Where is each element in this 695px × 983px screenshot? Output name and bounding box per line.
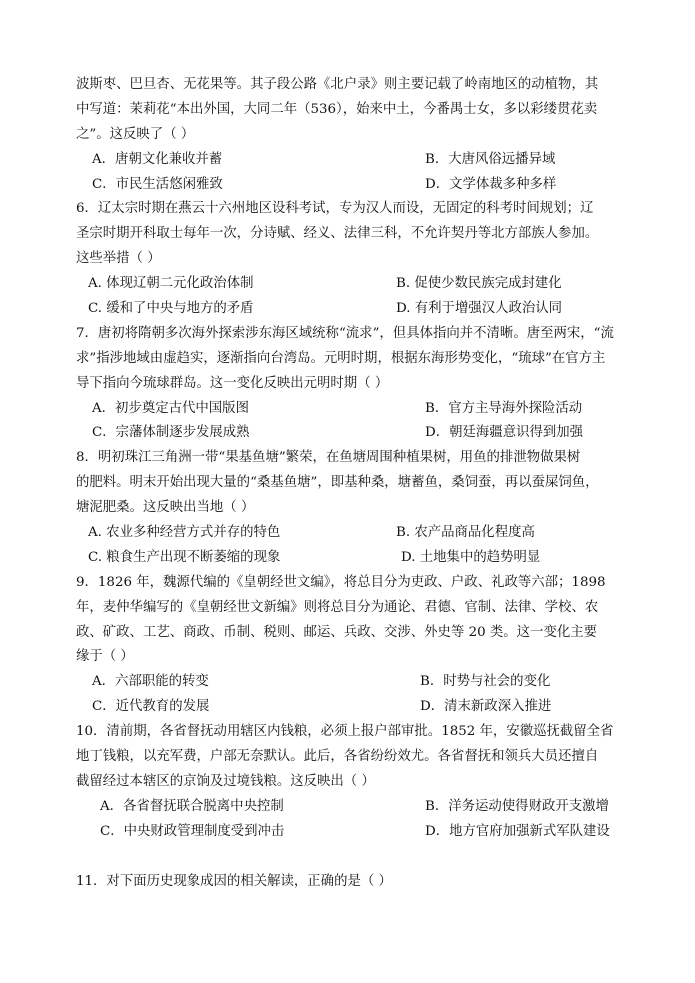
option-c: C．市民生活悠闲雅致 [92,176,223,192]
option-row [76,820,636,845]
option-c: C．中央财政管理制度受到冲击 [100,823,285,839]
question-text-line: 求”指涉地域由虚趋实，逐渐指向台湾岛。元明时期，根据东海形势变化，“琉球”在官方主 [76,350,606,366]
option-c: C. 粮食生产出现不断萎缩的现象 [88,549,281,565]
option-d: D．文学体裁多种多样 [425,176,557,192]
option-row [76,670,636,695]
option-a: A. 农业多种经营方式并存的特色 [88,525,281,541]
option-row [76,272,636,297]
option-b: B．官方主导海外探险活动 [425,400,583,416]
option-a: A．六部职能的转变 [92,674,209,690]
option-a: A. 体现辽朝二元化政治体制 [88,276,254,292]
option-d: D. 土地集中的趋势明显 [401,549,541,565]
option-row [76,421,636,446]
question-9 [76,571,636,720]
option-b: B．大唐风俗远播异域 [425,151,556,167]
question-text-line: 缘于（ ） [76,649,134,665]
question-6 [76,197,636,321]
option-a: A．各省督抚联合脱离中央控制 [100,798,284,814]
option-d: D．清末新政深入推进 [420,699,552,715]
option-b: B. 农产品商品化程度高 [396,525,535,541]
question-text-line: 波斯枣、巴旦杏、无花果等。其子段公路《北户录》则主要记载了岭南地区的动植物，其 [76,77,599,92]
option-row [76,546,636,571]
option-d: D．朝廷海疆意识得到加强 [425,425,584,441]
option-d: D．地方官府加强新式军队建设 [425,823,610,839]
question-text-line: 政、矿政、工艺、商政、币制、税则、邮运、兵政、交涉、外史等 20 类。这一变化主要 [76,624,598,640]
option-a: A．初步奠定古代中国版图 [92,400,249,416]
question-text-line: 10．清前期，各省督抚动用辖区内钱粮，必须上报户部审批。1852 年，安徽巡抚截留全省 [76,724,614,740]
option-row [76,397,636,422]
option-c: C. 缓和了中央与地方的矛盾 [88,301,254,317]
option-c: C．近代教育的发展 [92,699,210,715]
question-text-line: 年，麦仲华编写的《皇朝经世文新编》则将总目分为通论、君德、官制、法律、学校、农 [76,599,599,615]
question-8 [76,446,636,570]
question-text-line: 地丁钱粮，以充军费，户部无奈默认。此后，各省纷纷效尤。各省督抚和领兵大员还擅自 [76,749,599,765]
question-text-line: 7．唐初将隋朝多次海外探索涉东海区域统称“流求”，但具体指向并不清晰。唐至两宋，“流 [76,325,614,341]
question-5 [76,73,636,197]
option-row [76,297,636,322]
question-10 [76,720,636,844]
option-b: B．洋务运动使得财政开支激增 [425,798,609,814]
option-row [76,695,636,720]
question-text-line: 6．辽太宗时期在燕云十六州地区设科考试，专为汉人而设，无固定的科考时间规划；辽 [76,201,594,217]
question-text-line: 中写道：茉莉花“本出外国，大同二年（536），始来中土，今番禺士女，多以彩缕贯花卖 [76,101,598,117]
option-row [76,795,636,820]
question-11 [76,870,636,895]
option-d: D. 有利于增强汉人政治认同 [396,301,563,317]
option-a: A．唐朝文化兼收并蓄 [92,151,223,167]
question-text-line: 截留经过本辖区的京饷及过境钱粮。这反映出（ ） [76,773,375,789]
question-7 [76,322,636,446]
question-text-line: 11．对下面历史现象成因的相关解读，正确的是（ ） [76,873,392,889]
question-text-line: 圣宗时期开科取士每年一次，分诗赋、经义、法律三科，不允许契丹等北方部族人参加。 [76,226,599,242]
question-text-line: 塘泥肥桑。这反映出当地（ ） [76,500,255,516]
question-text-line: 9．1826 年，魏源代编的《皇朝经世文编》，将总目分为吏政、户政、礼政等六部；1898 [76,574,606,590]
question-text-line: 8．明初珠江三角洲一带“果基鱼塘”繁荣，在鱼塘周围种植果树，用鱼的排泄物做果树 [76,450,581,466]
question-text-line: 的肥料。明末开始出现大量的“桑基鱼塘”，即基种桑，塘蓄鱼，桑饲蚕，再以蚕屎饲鱼， [76,475,599,491]
question-text-line: 之”。这反映了（ ） [76,126,195,142]
option-row [76,521,636,546]
option-row [76,148,636,173]
question-text-line: 这些举措（ ） [76,251,161,267]
option-b: B．时势与社会的变化 [420,674,551,690]
exam-content [76,73,636,894]
question-text-line: 导下指向今琉球群岛。这一变化反映出元明时期（ ） [76,375,389,391]
blank-gap [76,845,636,870]
option-row [76,173,636,198]
option-b: B. 促使少数民族完成封建化 [396,276,562,292]
option-c: C．宗藩体制逐步发展成熟 [92,425,250,441]
